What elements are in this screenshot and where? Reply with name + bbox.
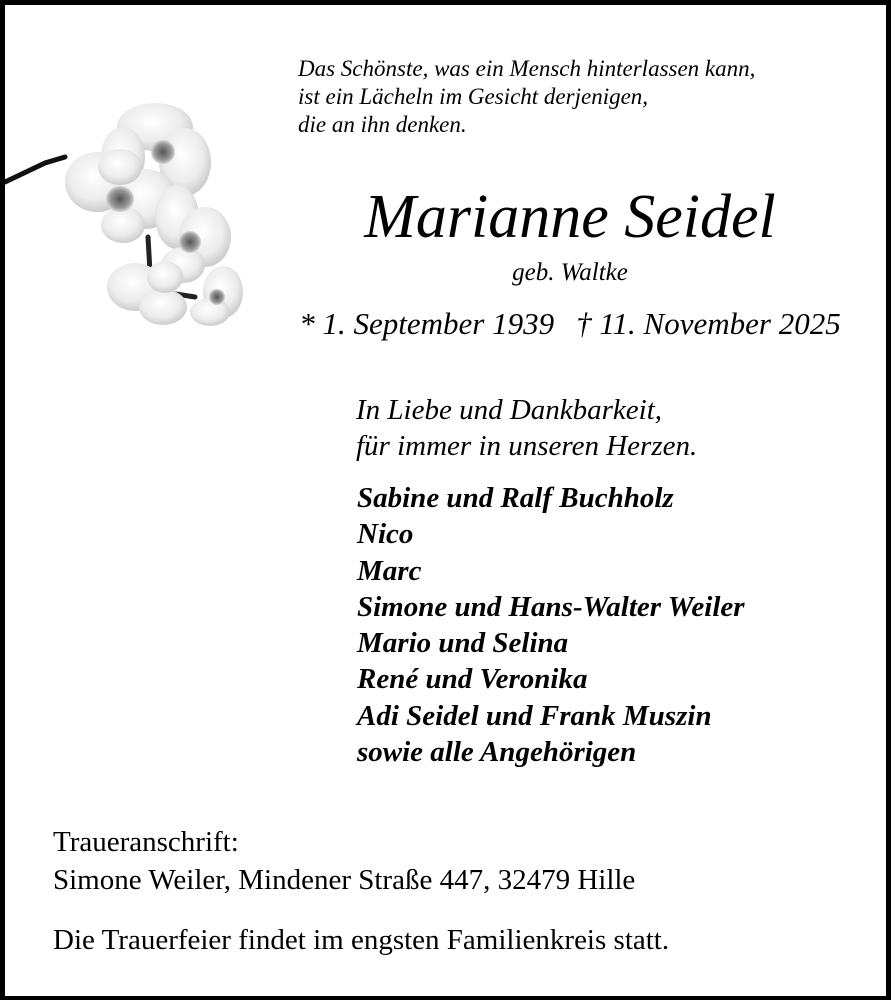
mourner-name: Adi Seidel und Frank Muszin — [357, 699, 712, 732]
mourner-name: sowie alle Angehörigen — [357, 736, 637, 769]
dedication-text — [356, 392, 697, 464]
mourner-name: Nico — [357, 518, 414, 551]
mourner-name: Marc — [357, 554, 422, 587]
mourner-name: Sabine und Ralf Buchholz — [357, 482, 674, 514]
mourner-name: Simone und Hans-Walter Weiler — [357, 590, 745, 623]
memorial-quote — [298, 55, 755, 139]
mourner-name: Mario und Selina — [357, 627, 569, 660]
quote-line: die an ihn denken. — [298, 112, 467, 137]
mourning-address — [53, 823, 635, 899]
life-dates — [255, 305, 885, 343]
mourner-name: René und Veronika — [357, 663, 588, 696]
mourners-list — [357, 480, 745, 770]
orchid-flower-image — [5, 97, 250, 327]
death-date: † 11. November 2025 — [576, 306, 841, 341]
deceased-name: Marianne Seidel — [364, 183, 776, 251]
maiden-name: geb. Waltke — [512, 259, 628, 286]
quote-line: ist ein Lächeln im Gesicht derjenigen, — [298, 84, 649, 109]
address-value: Simone Weiler, Mindener Straße 447, 32479 Hille — [53, 864, 636, 896]
quote-line: Das Schönste, was ein Mensch hinterlassen kann, — [298, 56, 756, 81]
dedication-line: In Liebe und Dankbarkeit, — [356, 394, 663, 426]
ceremony-note: Die Trauerfeier findet im engsten Familienkreis statt. — [53, 924, 670, 956]
birth-date: * 1. September 1939 — [299, 306, 555, 341]
obituary-notice — [5, 5, 886, 996]
dedication-line: für immer in unseren Herzen. — [356, 430, 698, 462]
address-label: Traueranschrift: — [53, 826, 239, 858]
